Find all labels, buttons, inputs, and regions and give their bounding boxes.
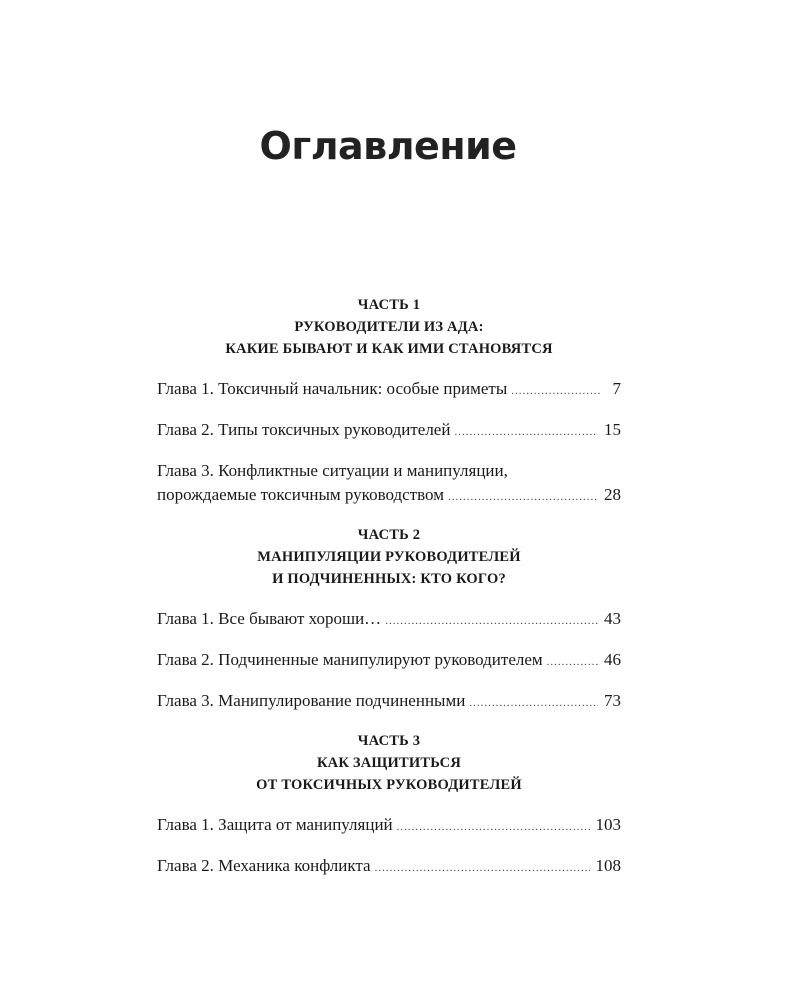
toc-entry[interactable]: [157, 648, 621, 674]
dot-leader: [469, 691, 598, 715]
dot-leader: [454, 420, 598, 444]
page-title: Оглавление: [259, 124, 517, 168]
chapter-title: Глава 1. Токсичный начальник: особые приметы: [157, 379, 508, 398]
part-number: ЧАСТЬ 2: [357, 527, 421, 543]
toc-entry[interactable]: [157, 854, 621, 880]
dot-leader: [511, 379, 601, 403]
dot-leader: [375, 856, 590, 880]
page-number: 15: [604, 420, 621, 439]
toc-entry[interactable]: [157, 377, 621, 403]
page-number: 108: [595, 856, 621, 875]
part-title-line: И ПОДЧИНЕННЫХ: КТО КОГО?: [272, 571, 506, 587]
chapter-title: Глава 1. Защита от манипуляций: [157, 815, 393, 834]
dot-leader: [547, 650, 598, 674]
toc-entry[interactable]: [157, 689, 621, 715]
page-number: 73: [604, 691, 621, 710]
table-of-contents: [157, 294, 621, 895]
toc-entry[interactable]: [157, 418, 621, 444]
page-number: 103: [595, 815, 621, 834]
dot-leader: [397, 815, 590, 839]
part-heading: [157, 730, 621, 796]
chapter-title: Глава 2. Механика конфликта: [157, 856, 371, 875]
part-title-line: РУКОВОДИТЕЛИ ИЗ АДА:: [294, 319, 484, 335]
page-number: 46: [604, 650, 621, 669]
chapter-title: Глава 1. Все бывают хороши…: [157, 609, 382, 628]
chapter-title: Глава 2. Подчиненные манипулируют руководителем: [157, 650, 543, 669]
dot-leader: [448, 485, 598, 509]
toc-part-2: [157, 524, 621, 715]
toc-part-1: [157, 294, 621, 509]
toc-entry[interactable]: [157, 607, 621, 633]
chapter-title: Глава 3. Манипулирование подчиненными: [157, 691, 466, 710]
part-title-line: КАКИЕ БЫВАЮТ И КАК ИМИ СТАНОВЯТСЯ: [225, 341, 553, 357]
toc-entry[interactable]: [157, 813, 621, 839]
part-number: ЧАСТЬ 1: [357, 297, 421, 313]
page-number: 7: [612, 379, 621, 398]
chapter-title: Глава 3. Конфликтные ситуации и манипуляции,: [157, 461, 508, 480]
part-title-line: КАК ЗАЩИТИТЬСЯ: [316, 755, 462, 771]
toc-entry[interactable]: [157, 459, 621, 509]
page-number: 43: [604, 609, 621, 628]
part-title-line: ОТ ТОКСИЧНЫХ РУКОВОДИТЕЛЕЙ: [256, 777, 522, 793]
chapter-title: Глава 2. Типы токсичных руководителей: [157, 420, 451, 439]
chapter-title-continued: порождаемые токсичным руководством: [157, 485, 444, 504]
dot-leader: [385, 609, 598, 633]
part-number: ЧАСТЬ 3: [357, 733, 421, 749]
toc-part-3: [157, 730, 621, 880]
part-title-line: МАНИПУЛЯЦИИ РУКОВОДИТЕЛЕЙ: [257, 549, 521, 565]
part-heading: [157, 294, 621, 360]
part-heading: [157, 524, 621, 590]
page-number: 28: [604, 485, 621, 504]
